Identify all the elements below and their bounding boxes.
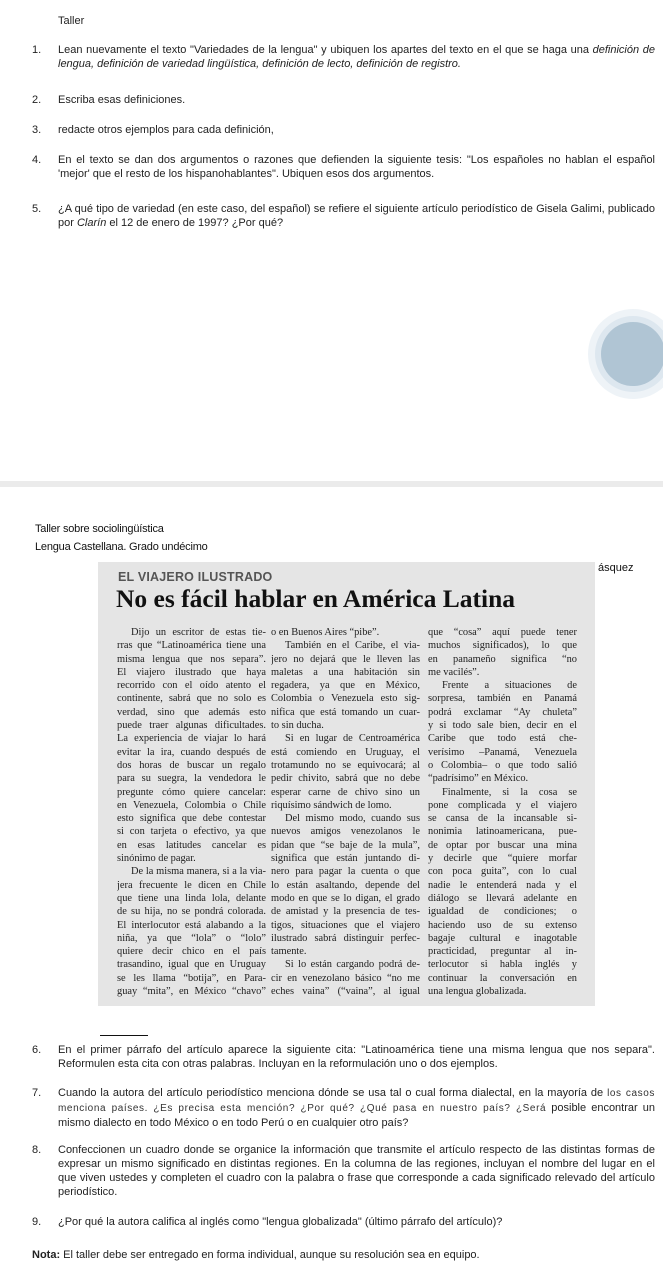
article-line: significa que están juntando di- <box>271 853 420 865</box>
page-break-divider <box>0 481 663 487</box>
article-line: Frente a situaciones de <box>442 680 577 692</box>
article-line: diálogo se llevará adelante en <box>428 892 577 904</box>
article-line: El interlocutor está alabando a la <box>117 919 266 931</box>
article-line: en esas latitudes cancelar es <box>117 839 266 851</box>
article-line: en Venezuela, Colombia o Chile <box>117 799 266 811</box>
article-line: pregunte cómo quiere cancelar: <box>117 786 266 798</box>
question-number: 8. <box>32 1144 42 1156</box>
note <box>32 1248 655 1262</box>
question-number: 4. <box>32 154 42 166</box>
question-5 <box>32 202 655 230</box>
question-text-end: el 12 de enero de 1997? ¿Por qué? <box>106 217 284 229</box>
question-9 <box>32 1215 655 1229</box>
article-section-label: EL VIAJERO ILUSTRADO <box>118 570 273 584</box>
note-label: Nota: <box>32 1249 61 1261</box>
article-line: ilustrado sabrá distinguir perfec- <box>271 932 420 944</box>
article-line: Colombia o Venezuela esto sig- <box>271 693 420 705</box>
question-text: ¿A qué tipo de variedad (en este caso, del español) se refiere el siguiente artículo periodístico de Gisela Galimi, publicado por <box>58 203 655 229</box>
article-line: regadera, ya que en México, <box>271 680 420 692</box>
author-name-fragment: ásquez <box>598 562 634 574</box>
article-line: Dijo un escritor de estas tie- <box>131 627 266 638</box>
article-line: de su hija, no se pondrá colorada. <box>117 906 266 918</box>
article-line: cir en venezolano básico “no me <box>271 972 420 984</box>
article-line: misma lengua que nos separa”. <box>117 653 266 665</box>
question-text: redacte otros ejemplos para cada definición, <box>58 124 274 136</box>
article-line: con poca guita”, con lo cual <box>428 866 577 878</box>
article-line: lo están asaltando, depende del <box>271 879 420 891</box>
article-line: nero para pagar la cuenta o que <box>271 866 420 878</box>
question-number: 2. <box>32 94 42 106</box>
article-line: nadie le entenderá nada y el <box>428 879 577 891</box>
article-line: muchos significados), lo que <box>428 640 577 652</box>
article-line: esto significa que debe contestar <box>117 813 266 825</box>
article-line: quiere decir chico en el país <box>117 946 266 958</box>
article-line: podrá exclamar “Ay chuleta” <box>428 706 577 718</box>
article-line: nifica que está tomando un cuar- <box>271 706 420 718</box>
article-line: niña, ya que “lola” o “lolo” <box>117 932 266 944</box>
article-line: sorpresa, también en Panamá <box>428 693 577 705</box>
article-line: se les llama “botija”, en Para- <box>117 972 266 984</box>
question-7 <box>32 1086 655 1130</box>
question-text-alt-font: los casos menciona países. ¿Es precisa esta mención? ¿Por qué? ¿Qué pasa en nuestro país? ¿Será <box>58 1088 655 1114</box>
article-line: está comiendo en Uruguay, el <box>271 746 420 758</box>
article-line: o en Buenos Aires “pibe”. <box>271 627 380 638</box>
article-line: maletas a una habitación sin <box>271 666 420 678</box>
article-line: tigos, situaciones que el viajero <box>271 919 420 931</box>
article-line: dos horas de buscar un regalo <box>117 759 266 771</box>
article-line: esperar carne de chivo sino un <box>271 786 420 798</box>
article-line: “padrísimo” en México. <box>428 773 529 785</box>
article-line: y si todo sale bien, decir en el <box>428 720 577 732</box>
question-8 <box>32 1143 655 1199</box>
article-line: guay “mita”, en México “chavo” <box>117 986 266 998</box>
question-italic-text: definición de lengua, definición de variedad lingüística, definición de lecto, definición de registro. <box>58 44 655 70</box>
question-number: 6. <box>32 1044 42 1056</box>
question-number: 5. <box>32 203 42 215</box>
article-line: Si en lugar de Centroamérica <box>285 733 420 745</box>
article-line: continente, sabrá que no solo es <box>117 693 266 705</box>
article-line: pidan que “se baje de la mula”, <box>271 839 420 851</box>
question-1 <box>32 43 655 71</box>
workshop-heading: Taller sobre sociolingüística <box>35 523 164 535</box>
question-text: En el primer párrafo del artículo aparece la siguiente cita: "Latinoamérica tiene una misma lengua que nos separa". Reformulen esta cita con otras palabras. Incluyan en la reformulación uno o dos ejemplos. <box>58 1044 655 1070</box>
question-text: Confeccionen un cuadro donde se organice la información que transmite el artículo respecto de las distintas formas de expresar un mismo significado en distintas regiones. En la columna de las regiones, incluyan el nombre del lugar en el que viven ustedes y completen el cuadro con la palabra o frase que corresponde a cada significado relevado del artículo periodístico. <box>58 1144 655 1198</box>
question-text: Lean nuevamente el texto "Variedades de la lengua" y ubiquen los apartes del texto en el que se haga una <box>58 44 593 56</box>
article-line: me vacilés”. <box>428 666 480 678</box>
question-text: ¿Por qué la autora califica al inglés como "lengua globalizada" (último párrafo del artículo)? <box>58 1216 503 1228</box>
question-number: 3. <box>32 124 42 136</box>
article-column-3 <box>428 626 577 998</box>
question-4 <box>32 153 655 181</box>
article-line: trotamundo no se equivocará; al <box>271 759 420 771</box>
article-line: que tiene una linda lola, delante <box>117 892 266 904</box>
article-line: puede traer algunas dificultades. <box>117 720 266 732</box>
article-line: una lengua globalizada. <box>428 986 527 998</box>
article-column-1 <box>117 626 266 998</box>
article-line: trasandino, igual que en Uruguay <box>117 959 266 971</box>
touch-cursor-indicator <box>601 322 663 386</box>
article-line: si con tarjeta o efectivo, ya que <box>117 826 266 838</box>
article-line: pone complicada y el viajero <box>428 799 577 811</box>
course-heading: Lengua Castellana. Grado undécimo <box>35 541 208 553</box>
article-line: Caribe que todo está che- <box>428 733 577 745</box>
article-line: terlocutor si habla inglés y <box>428 959 577 971</box>
article-line: bagaje cultural e inagotable <box>428 932 577 944</box>
question-2 <box>32 93 655 107</box>
article-line: rras que “Latinoamérica tiene una <box>117 640 266 652</box>
article-line: en panameño significa “no <box>428 653 577 665</box>
article-line: o Colombia– o que todo salió <box>428 759 577 771</box>
newspaper-article <box>98 562 595 1006</box>
article-line: Si lo están cargando podrá de- <box>285 959 420 971</box>
article-column-2 <box>271 626 420 998</box>
question-number: 9. <box>32 1216 42 1228</box>
article-line: modo en que se lo digan, el grado <box>271 892 420 904</box>
article-line: para su suegra, la vendedora le <box>117 773 266 785</box>
article-line: recorrido con el oído atento el <box>117 680 266 692</box>
article-line: se cansa de la incansable si- <box>428 813 577 825</box>
footnote-rule <box>100 1035 148 1036</box>
article-line: nonimia latinoamericana, pue- <box>428 826 577 838</box>
page-title: Taller <box>58 15 85 27</box>
question-number: 7. <box>32 1087 42 1099</box>
question-text: Cuando la autora del artículo periodístico menciona dónde se usa tal o cual forma dialectal, en la mayoría de <box>58 1087 608 1099</box>
article-line: sinónimo de pagar. <box>117 853 196 865</box>
article-line: to sin ducha. <box>271 720 324 732</box>
article-line: El viajero ilustrado que haya <box>117 666 266 678</box>
article-line: de optar por buscar una mina <box>428 839 577 851</box>
article-line: Del mismo modo, cuando sus <box>285 813 420 825</box>
article-line: haciendo uso de su extenso <box>428 919 577 931</box>
article-line: pedir chivito, sabrá que no debe <box>271 773 420 785</box>
article-line: igualdad de condiciones; o <box>428 906 577 918</box>
note-text: El taller debe ser entregado en forma individual, aunque su resolución sea en equipo. <box>60 1249 480 1261</box>
article-line: eches vaina” (“vaina”, al igual <box>271 986 420 998</box>
article-line: jera frecuente le dicen en Chile <box>117 879 266 891</box>
article-line: de amistad y la presencia de tes- <box>271 906 420 918</box>
article-line: verdad, sino que además esto <box>117 706 266 718</box>
article-line: Finalmente, si la cosa se <box>442 786 577 798</box>
article-line: evitar la ira, cuando después de <box>117 746 266 758</box>
article-line: riquísimo sándwich de lomo. <box>271 799 392 811</box>
article-line: tamente. <box>271 946 307 958</box>
article-line: nuevos amigos venezolanos le <box>271 826 420 838</box>
article-line: que “cosa” aquí puede tener <box>428 627 577 638</box>
question-text: En el texto se dan dos argumentos o razones que defienden la siguiente tesis: "Los españoles no hablan el español 'mejor' que el resto de los hispanohablantes". Ubiquen esos dos argumentos. <box>58 154 655 180</box>
article-line: y decirle que “quiere morfar <box>428 853 577 865</box>
question-3 <box>32 123 655 137</box>
article-line: De la misma manera, si a la via- <box>131 866 266 878</box>
newspaper-name: Clarín <box>76 217 107 229</box>
question-text: Escriba esas definiciones. <box>58 94 186 106</box>
article-line: jero no dejará que le lleven las <box>271 653 420 665</box>
question-text-end: posible encontrar un mismo dialecto en todo México o en todo Perú o en cualquier otro país? <box>58 1102 655 1129</box>
question-6 <box>32 1043 655 1071</box>
article-line: practicidad, preguntar al in- <box>428 946 577 958</box>
question-number: 1. <box>32 44 42 56</box>
article-line: continuar la conversación en <box>428 972 577 984</box>
article-line: También en el Caribe, el via- <box>285 640 420 652</box>
article-line: verísimo –Panamá, Venezuela <box>428 746 577 758</box>
article-headline: No es fácil hablar en América Latina <box>116 584 515 613</box>
article-line: La experiencia de viajar lo hará <box>117 733 266 745</box>
